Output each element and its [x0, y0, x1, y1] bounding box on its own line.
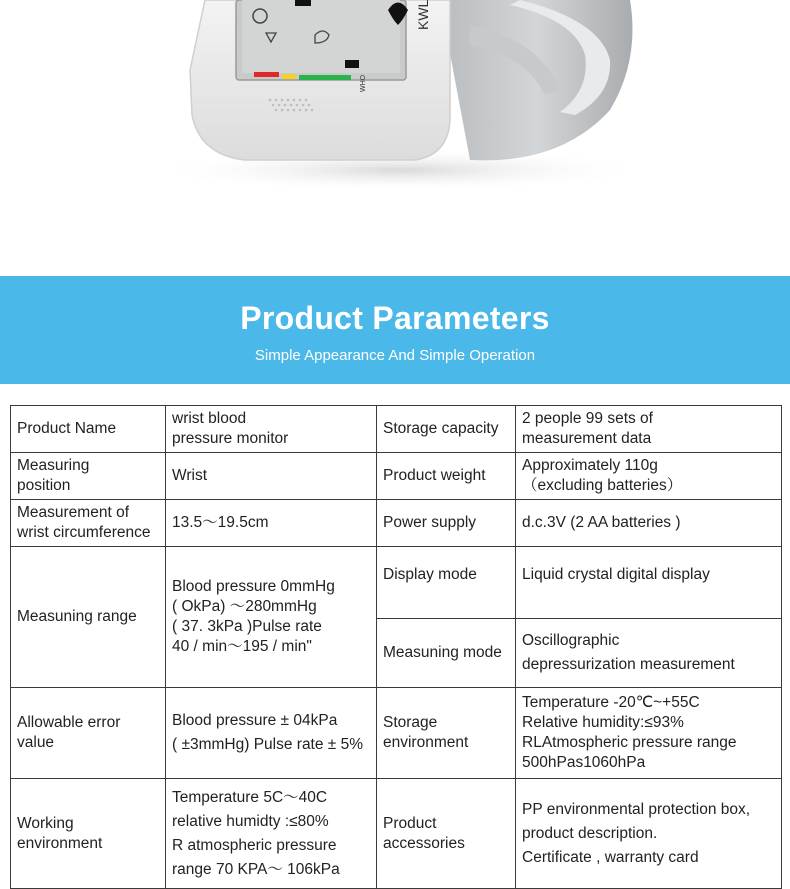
brand-label: KWL [415, 0, 431, 30]
blood-pressure-monitor-illustration [0, 0, 790, 276]
parameters-table [10, 405, 782, 889]
param-label: Storage environment [377, 688, 516, 779]
param-value: 13.5～19.5cm [166, 500, 377, 547]
section-title: Product Parameters [240, 300, 550, 336]
table-row [11, 779, 782, 889]
param-label: Measuning range [11, 547, 166, 688]
param-label: Product weight [377, 453, 516, 500]
param-label: Working environment [11, 779, 166, 889]
param-value: Liquid crystal digital display [516, 547, 782, 619]
param-label: Display mode [377, 547, 516, 619]
table-row [11, 406, 782, 453]
param-label: Measurement of wrist circumference [11, 500, 166, 547]
param-label: Measuring position [11, 453, 166, 500]
param-label: Product Name [11, 406, 166, 453]
param-value: Wrist [166, 453, 377, 500]
param-value: Temperature 5C～40C relative humidty :≤80% R atmospheric pressure range 70 KPA～ 106kPa [166, 779, 377, 889]
param-label: Power supply [377, 500, 516, 547]
section-banner [0, 276, 790, 384]
param-label: Measuning mode [377, 619, 516, 688]
product-photo [0, 0, 790, 276]
section-subtitle: Simple Appearance And Simple Operation [254, 347, 536, 364]
param-value: Approximately 110g （excluding batteries） [516, 453, 782, 500]
param-label: Allowable error value [11, 688, 166, 779]
param-value: 2 people 99 sets of measurement data [516, 406, 782, 453]
table-row [11, 547, 782, 619]
param-value: Temperature -20℃~+55C Relative humidity:≤93% RLAtmospheric pressure range 500hPas1060hPa [516, 688, 782, 779]
param-value: d.c.3V (2 AA batteries ) [516, 500, 782, 547]
scale-label: WHO [360, 74, 367, 92]
table-row [11, 500, 782, 547]
param-value: Blood pressure 0mmHg ( OkPa) ～280mmHg ( 37. 3kPa )Pulse rate 40 / min～195 / min" [166, 547, 377, 688]
table-row [11, 688, 782, 779]
table-row [11, 453, 782, 500]
param-label: Storage capacity [377, 406, 516, 453]
param-value: Blood pressure ± 04kPa ( ±3mmHg) Pulse rate ± 5% [166, 688, 377, 779]
param-value: PP environmental protection box, product description. Certificate , warranty card [516, 779, 782, 889]
param-value: wrist blood pressure monitor [166, 406, 377, 453]
param-label: Product accessories [377, 779, 516, 889]
param-value: Oscillographic depressurization measurement [516, 619, 782, 688]
